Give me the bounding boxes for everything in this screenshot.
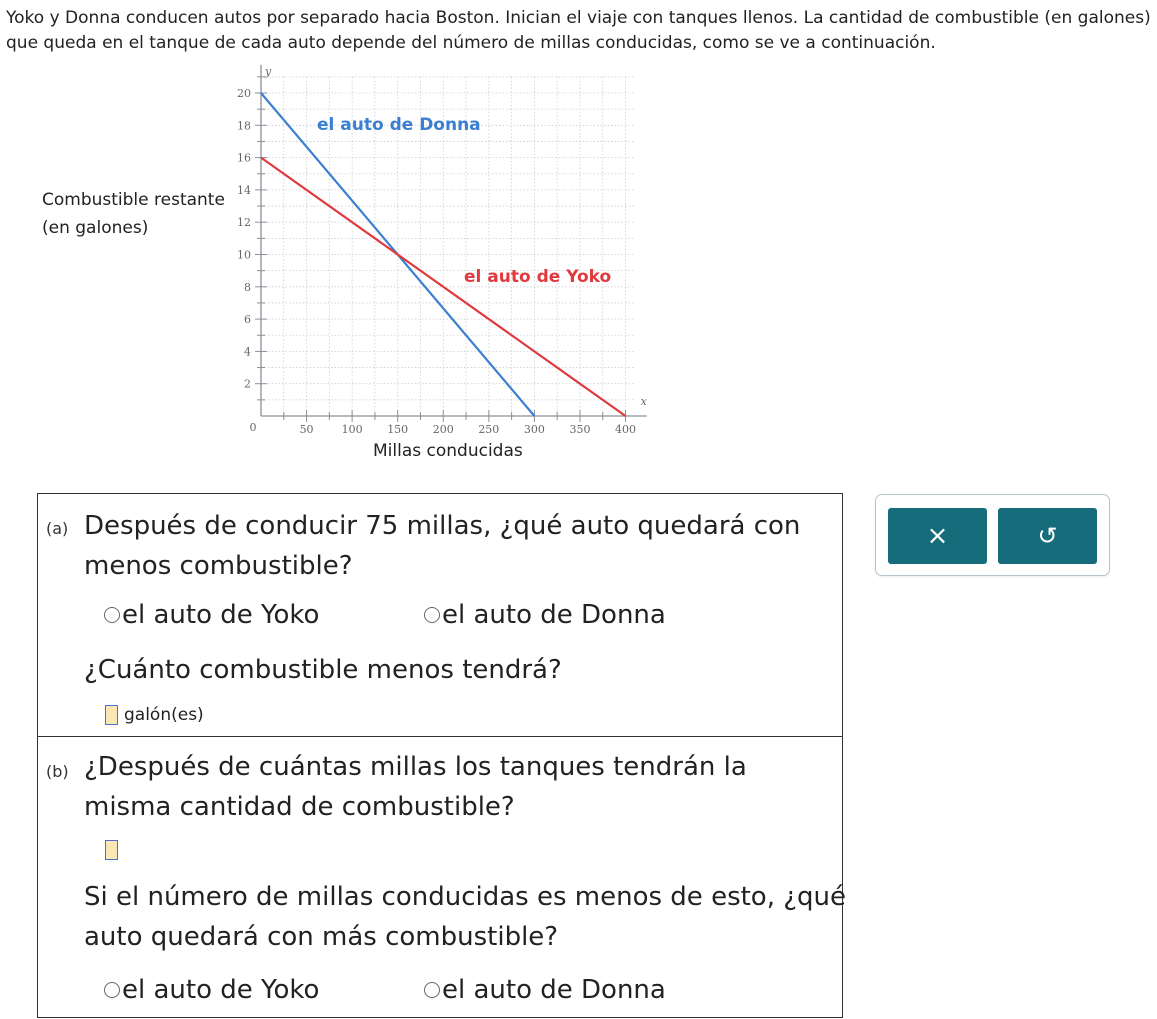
- part-b-label: (b): [46, 762, 69, 781]
- series-label-yoko: el auto de Yoko: [464, 267, 612, 287]
- chart-labels: [237, 65, 648, 436]
- x-tick-label: 200: [432, 423, 454, 436]
- x-tick-label: 150: [387, 423, 409, 436]
- part-a-box: [37, 493, 843, 737]
- close-icon: ×: [926, 521, 949, 551]
- part-b-question2: Si el número de millas conducidas es menos de esto, ¿qué auto quedará con más combustible?: [84, 882, 847, 952]
- part-a-label: (a): [46, 519, 69, 538]
- radio-icon[interactable]: [104, 982, 120, 998]
- y-tick-label: 20: [237, 87, 251, 100]
- part-b-question: ¿Después de cuántas millas los tanques tendrán la misma cantidad de combustible?: [84, 752, 747, 822]
- radio-icon[interactable]: [424, 982, 440, 998]
- x-tick-label: 300: [523, 423, 545, 436]
- x-tick-label: 250: [478, 423, 500, 436]
- part-b-option-donna-label: el auto de Donna: [442, 975, 666, 1005]
- part-a-option-donna-label: el auto de Donna: [442, 600, 666, 630]
- y-tick-label: 2: [244, 377, 251, 391]
- undo-icon: ↺: [1037, 522, 1058, 550]
- undo-button[interactable]: [998, 508, 1097, 564]
- x-tick-label: 350: [569, 423, 591, 436]
- problem-intro: Yoko y Donna conducen autos por separado hacia Boston. Inician el viaje con tanques llenos. La cantidad de combustible (en galones) que queda en el tanque de cada auto depende del número de millas conducidas, como se ve a continuación.: [6, 8, 1151, 53]
- fuel-chart: [0, 0, 700, 470]
- y-axis-label-line2: (en galones): [42, 218, 149, 238]
- part-b-option-donna[interactable]: [424, 975, 666, 1005]
- radio-icon[interactable]: [424, 607, 440, 623]
- y-tick-label: 4: [244, 345, 251, 359]
- clear-button[interactable]: [888, 508, 987, 564]
- part-a-option-donna[interactable]: [424, 600, 666, 630]
- radio-icon[interactable]: [104, 607, 120, 623]
- part-a-question2: ¿Cuánto combustible menos tendrá?: [84, 655, 562, 685]
- y-tick-label: 10: [237, 248, 251, 262]
- part-a-question: Después de conducir 75 millas, ¿qué auto quedará con menos combustible?: [84, 511, 801, 581]
- x-tick-label: 100: [341, 423, 363, 436]
- x-tick-label: 400: [615, 423, 637, 436]
- part-b-option-yoko-label: el auto de Yoko: [122, 975, 320, 1005]
- x-tick-label: 50: [299, 423, 314, 436]
- y-tick-label: 14: [237, 183, 251, 197]
- x-axis-letter: x: [640, 395, 647, 408]
- y-axis-label-line1: Combustible restante: [42, 190, 225, 210]
- part-a-answer-input[interactable]: [105, 705, 118, 725]
- series-label-donna: el auto de Donna: [317, 115, 481, 135]
- origin-label: 0: [249, 421, 257, 434]
- y-tick-label: 18: [237, 119, 251, 133]
- y-tick-label: 16: [237, 151, 251, 165]
- part-a-option-yoko-label: el auto de Yoko: [122, 600, 320, 630]
- part-a-option-yoko[interactable]: [104, 600, 319, 630]
- answer-toolbar: [875, 494, 1110, 576]
- y-axis-letter: y: [265, 64, 272, 78]
- part-b-answer-input[interactable]: [105, 840, 118, 860]
- part-b-box: [37, 736, 847, 1018]
- part-b-option-yoko[interactable]: [104, 975, 319, 1005]
- part-a-unit: galón(es): [124, 705, 204, 725]
- x-axis-label: Millas conducidas: [373, 441, 523, 461]
- y-tick-label: 12: [237, 216, 251, 230]
- y-tick-label: 8: [244, 280, 251, 294]
- y-tick-label: 6: [244, 313, 251, 327]
